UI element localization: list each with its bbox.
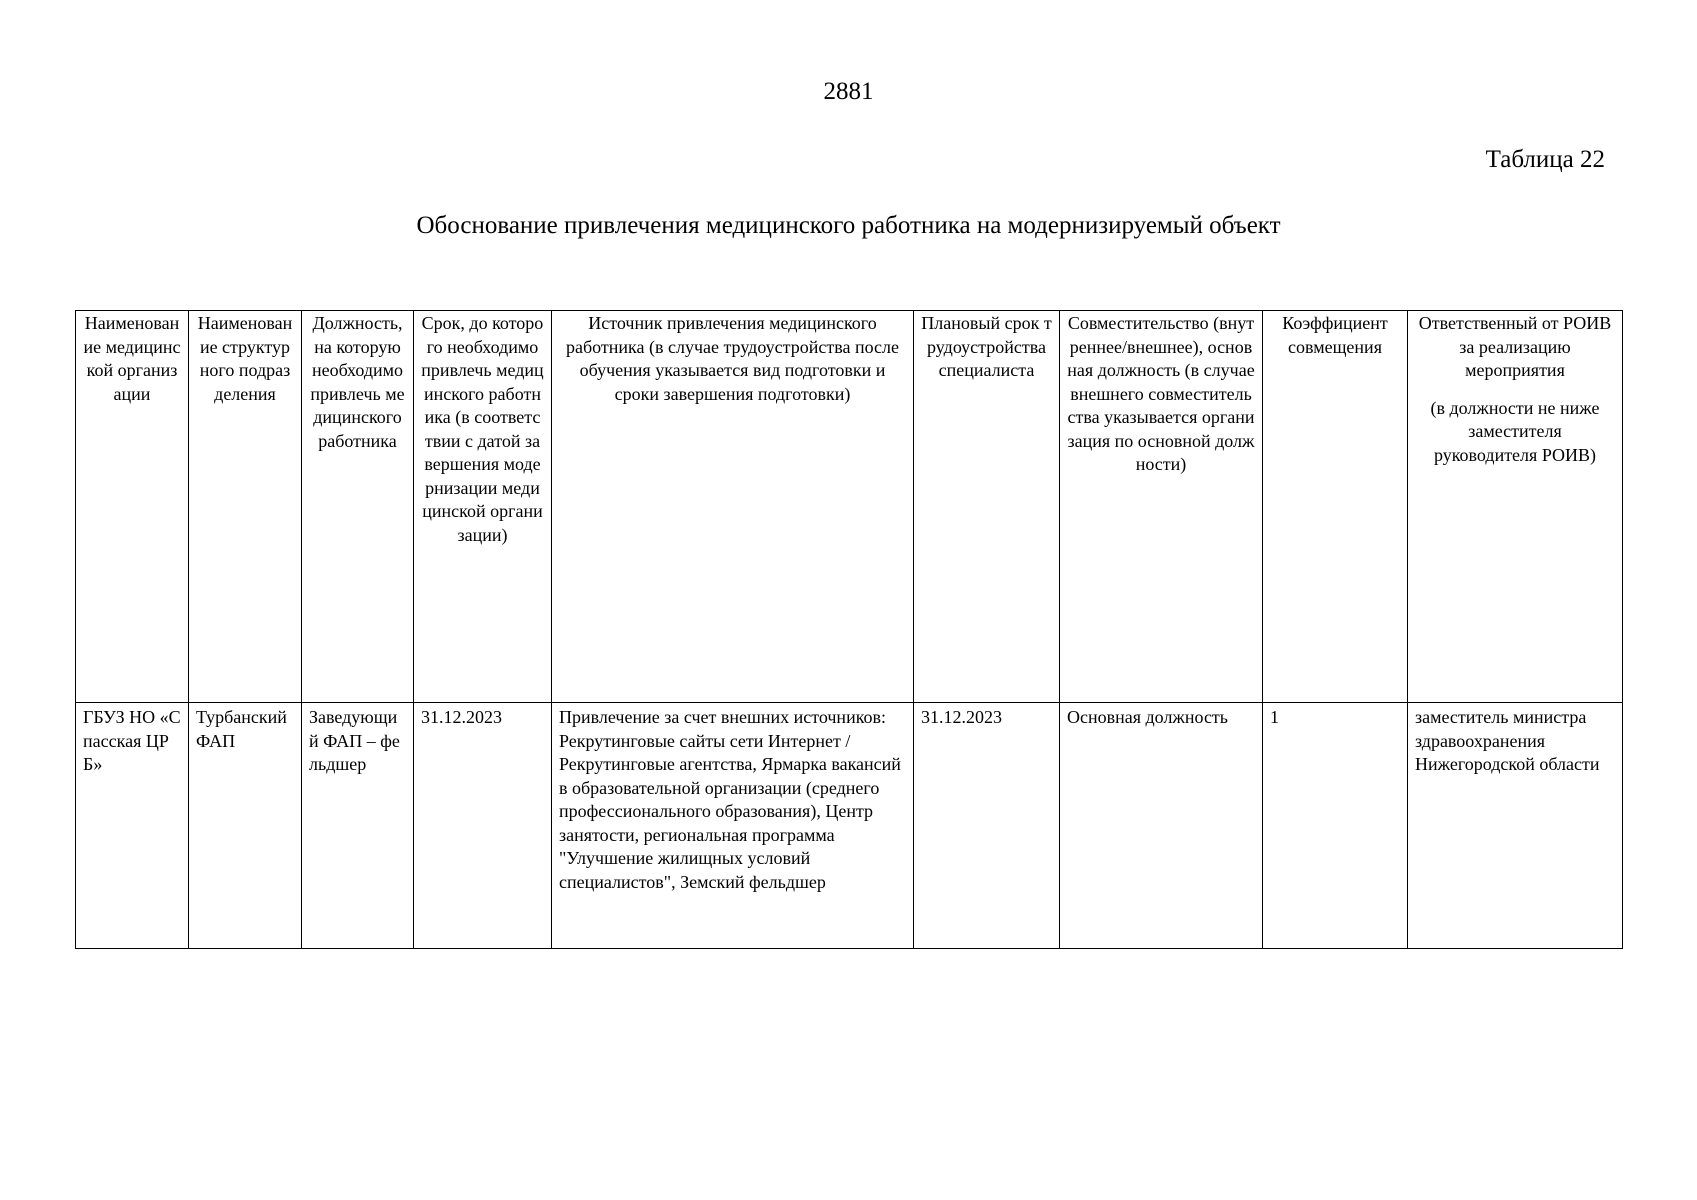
cell-organization: ГБУЗ НО «Спасская ЦРБ» [76,703,189,949]
header-cell-position: Должность, на которую необходимо привлечь медицинского работника [302,311,414,703]
page-number: 2881 [823,78,874,105]
table-label: Таблица 22 [1485,146,1605,173]
header-row [76,311,1623,703]
header-responsible-note: (в должности не ниже заместителя руководителя РОИВ) [1430,397,1600,465]
header-cell-subdivision: Наименование структурного подразделения [189,311,302,703]
header-cell-combination: Совместительство (внутреннее/внешнее), основная должность (в случае внешнего совместительства указывается организация по основной должности) [1060,311,1263,703]
header-cell-source: Источник привлечения медицинского работника (в случае трудоустройства после обучения указывается вид подготовки и сроки завершения подготовки) [552,311,914,703]
header-cell-deadline: Срок, до которого необходимо привлечь медицинского работника (в соответствии с датой завершения модернизации медицинской организации) [414,311,552,703]
header-cell-coefficient: Коэффициент совмещения [1263,311,1408,703]
cell-combination: Основная должность [1060,703,1263,949]
cell-planned-date: 31.12.2023 [914,703,1060,949]
justification-table [75,310,1623,949]
cell-source: Привлечение за счет внешних источников: Рекрутинговые сайты сети Интернет / Рекрутинговые агентства, Ярмарка вакансий в образовательной организации (среднего профессионального образования), Центр занятости, региональная программа "Улучшение жилищных условий специалистов", Земский фельдшер [552,703,914,949]
header-cell-organization: Наименование медицинской организации [76,311,189,703]
document-title: Обоснование привлечения медицинского работника на модернизируемый объект [416,212,1281,239]
cell-responsible: заместитель министра здравоохранения Нижегородской области [1408,703,1623,949]
table-row [76,703,1623,949]
header-cell-planned-date: Плановый срок трудоустройства специалиста [914,311,1060,703]
cell-position: Заведующий ФАП – фельдшер [302,703,414,949]
cell-deadline: 31.12.2023 [414,703,552,949]
header-cell-responsible [1408,311,1623,703]
cell-subdivision: Турбанский ФАП [189,703,302,949]
header-responsible-label: Ответственный от РОИВ за реализацию мероприятия [1418,313,1612,380]
cell-coefficient: 1 [1263,703,1408,949]
